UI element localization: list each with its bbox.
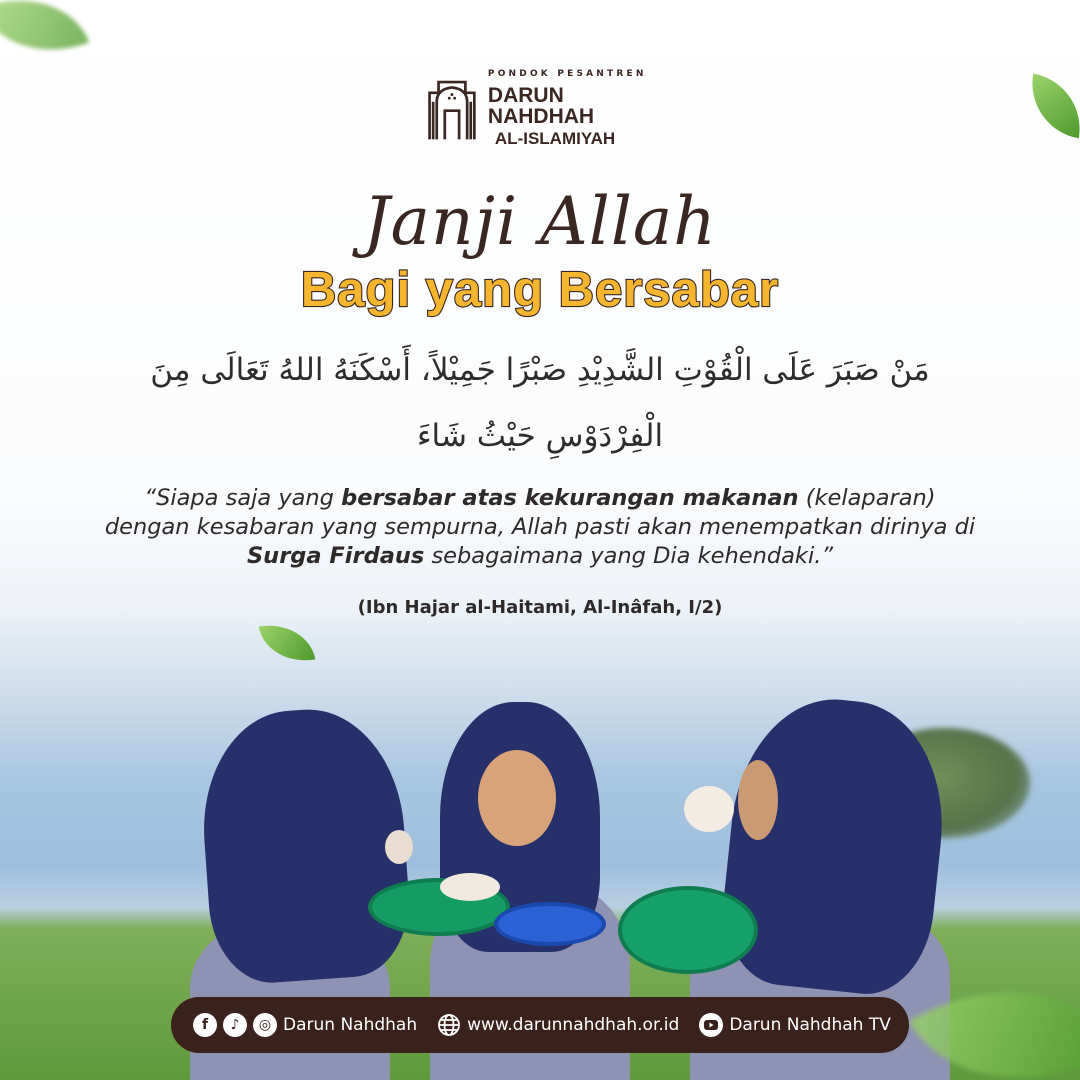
translation-bold: Surga Firdaus (246, 543, 425, 569)
page-title: Janji Allah (363, 183, 717, 260)
youtube-icon (699, 1013, 723, 1037)
leaf-decoration (0, 0, 89, 73)
logo-tagline: PONDOK PESANTREN (487, 68, 647, 79)
logo-subname: AL-ISLAMIYAH (494, 128, 616, 148)
source-citation: (Ibn Hajar al-Haitami, Al-Inâfah, I/2) (357, 597, 723, 618)
website-group (437, 1013, 679, 1037)
logo-mark-icon (426, 71, 478, 145)
leaf-decoration (1024, 74, 1080, 139)
youtube-channel[interactable]: Darun Nahdhah TV (729, 1015, 891, 1035)
page-subtitle: Bagi yang Bersabar (300, 263, 780, 317)
translation-part: (kelaparan) dengan kesabaran yang sempurna, Allah pasti akan menempatkan dirinya di (104, 485, 976, 540)
youtube-group (699, 1013, 891, 1037)
tiktok-icon[interactable]: ♪ (223, 1013, 247, 1037)
logo-name: DARUN NAHDHAH (487, 83, 595, 128)
social-group (193, 1013, 417, 1037)
translation-text (100, 484, 980, 571)
logo (426, 70, 656, 146)
translation-bold: bersabar atas kekurangan makanan (341, 485, 799, 511)
arabic-text-line: مَنْ صَبَرَ عَلَى الْقُوْتِ الشَّدِيْدِ صَبْرًا جَمِيْلاً، أَسْكَنَهُ اللهُ تَعَالَى مِنَ (150, 352, 930, 388)
globe-icon (437, 1013, 461, 1037)
website-link[interactable]: www.darunnahdhah.or.id (467, 1015, 680, 1035)
facebook-icon[interactable]: f (193, 1013, 217, 1037)
translation-part: sebagaimana yang Dia kehendaki.” (424, 543, 834, 569)
social-handle[interactable]: Darun Nahdhah (283, 1015, 418, 1035)
arabic-text-line: الْفِرْدَوْسِ حَيْثُ شَاءَ (416, 418, 664, 454)
translation-part: “Siapa saja yang (144, 485, 342, 511)
instagram-icon[interactable]: ◎ (253, 1013, 277, 1037)
leaf-decoration (259, 618, 316, 668)
contact-bar (171, 997, 909, 1053)
